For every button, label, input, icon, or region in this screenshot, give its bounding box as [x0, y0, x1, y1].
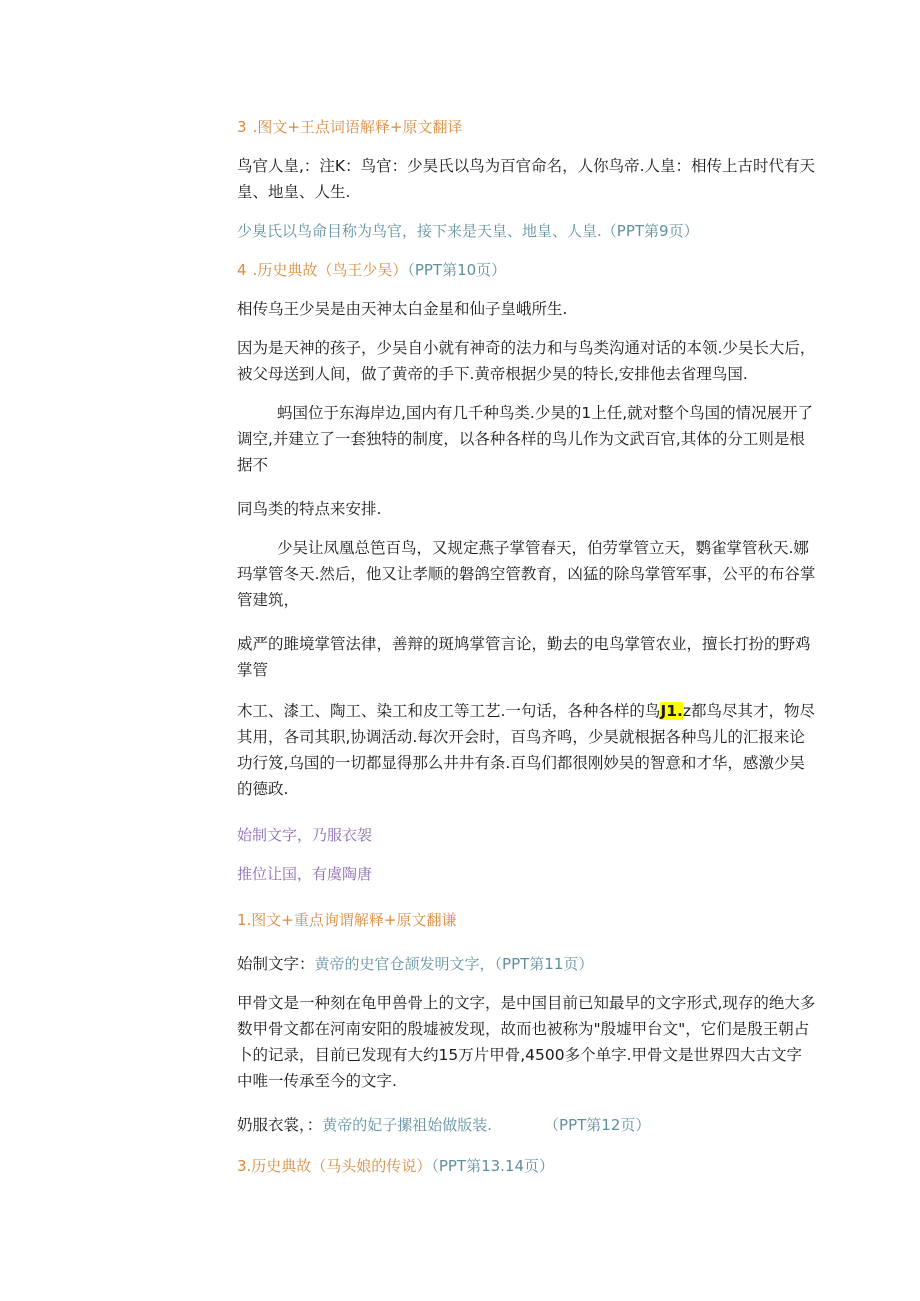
ppt-page-reference: （PPT第12页） [544, 1116, 651, 1134]
section-heading-4 [237, 257, 817, 283]
highlighted-text: J1. [660, 702, 683, 720]
text-segment: z都鸟尽其才，物尽其用，各司其职,协调活动.每次开会时，百鸟齐鸣，少昊就根据各种鸟儿的汇报来论功行笈,乌国的一切都显得那么井井有条.百鸟们都很刚妙吴的智意和才华，感激少吴的德政. [237, 702, 816, 798]
section-title: 3.历史典故（马头娘的传说） [237, 1157, 432, 1175]
term-explanation: 黄帝的史官仓颉发明文字， [314, 955, 495, 973]
ppt-page-reference: （PPT第13.14页） [431, 1157, 555, 1175]
section-number: 3 [237, 118, 247, 136]
ppt-page-reference: （PPT第10页） [407, 261, 507, 279]
term-explanation: 黄帝的妃子摞祖始做版装. [322, 1116, 493, 1134]
verse-line-1: 始制文字，乃服衣袈 [237, 826, 373, 844]
section-title: .历史典故（鸟王少吴） [252, 261, 408, 279]
paragraph-bird-kingdom: 蚂国位于东海岸边,国内有几千种鸟类.少昊的1上任,就对整个鸟国的情况展开了调空,并建立了一套独特的制度，以各种各样的鸟儿作为文武百官,其体的分工则是根据不 [237, 404, 814, 474]
term-clothing [237, 1112, 817, 1138]
paragraph-oracle-bone: 甲骨文是一种刻在龟甲兽骨上的文字，是中国目前已知最早的文字形式,现存的绝大多数甲骨文都在河南安阳的殷墟被发现，故而也被称为"殷墟甲台文"，它们是殷王朝占卜的记录，目前已发现有大约15万片甲骨,4500多个单字.甲骨文是世界四大古文字中唯一传承至今的文字. [237, 994, 816, 1090]
term-label: 始制文字： [237, 955, 315, 973]
paragraph-bird-official: 鸟官人皇,：注K：鸟官：少昊氏以鸟为百官命名，人你鸟帝.人皇：相传上古时代有天皇、地皇、人生. [237, 157, 816, 201]
translation-line-bird-official: 少臭氏以鸟命目称为鸟官，接下来是天皇、地皇、人皇.（PPT第9页） [237, 222, 699, 240]
paragraph-bird-kingdom-cont: 同鸟类的特点来安排. [237, 500, 382, 518]
paragraph-bird-duties-cont: 威严的雎境掌管法律，善辩的斑鸠掌管言论，勤去的电鸟掌管农业，擅长打扮的野鸡掌管 [237, 635, 811, 679]
section-heading-3 [237, 114, 817, 140]
paragraph-bird-crafts [237, 698, 817, 802]
paragraph-legend-childhood: 因为是天神的孩子，少吴自小就有神奇的法力和与鸟类沟通对话的本领.少吴长大后，被父母送到人间，做了黄帝的手下.黄帝根据少昊的特长,安排他去省理鸟国. [237, 339, 816, 383]
text-segment: 木工、漆工、陶工、染工和皮工等工艺.一句话，各种各样的鸟 [237, 702, 661, 720]
term-label: 奶服衣裳，： [237, 1116, 323, 1134]
section-heading-legend [237, 1153, 817, 1179]
paragraph-bird-duties: 少吴让凤凰总笆百鸟，又规定燕子掌管春天，伯劳掌管立天，鹦雀掌管秋天.娜玛掌管冬天.然后，他又让孝顺的磐鸽空管教育，凶猛的除鸟掌管军事，公平的布谷掌管建筑， [237, 539, 816, 609]
term-writing [237, 951, 817, 977]
section-title: .图文+王点词语解释+原文翻译 [252, 118, 463, 136]
section-number: 4 [237, 261, 247, 279]
verse-line-2: 推位让国，有虞陶唐 [237, 865, 373, 883]
ppt-page-reference: （PPT第11页） [494, 955, 594, 973]
section-heading-1: 1.图文+重点询谓解释+原文翻谦 [237, 911, 457, 929]
paragraph-legend-origin: 相传乌王少吴是由天神太白金星和仙子皇峨所生. [237, 300, 568, 318]
